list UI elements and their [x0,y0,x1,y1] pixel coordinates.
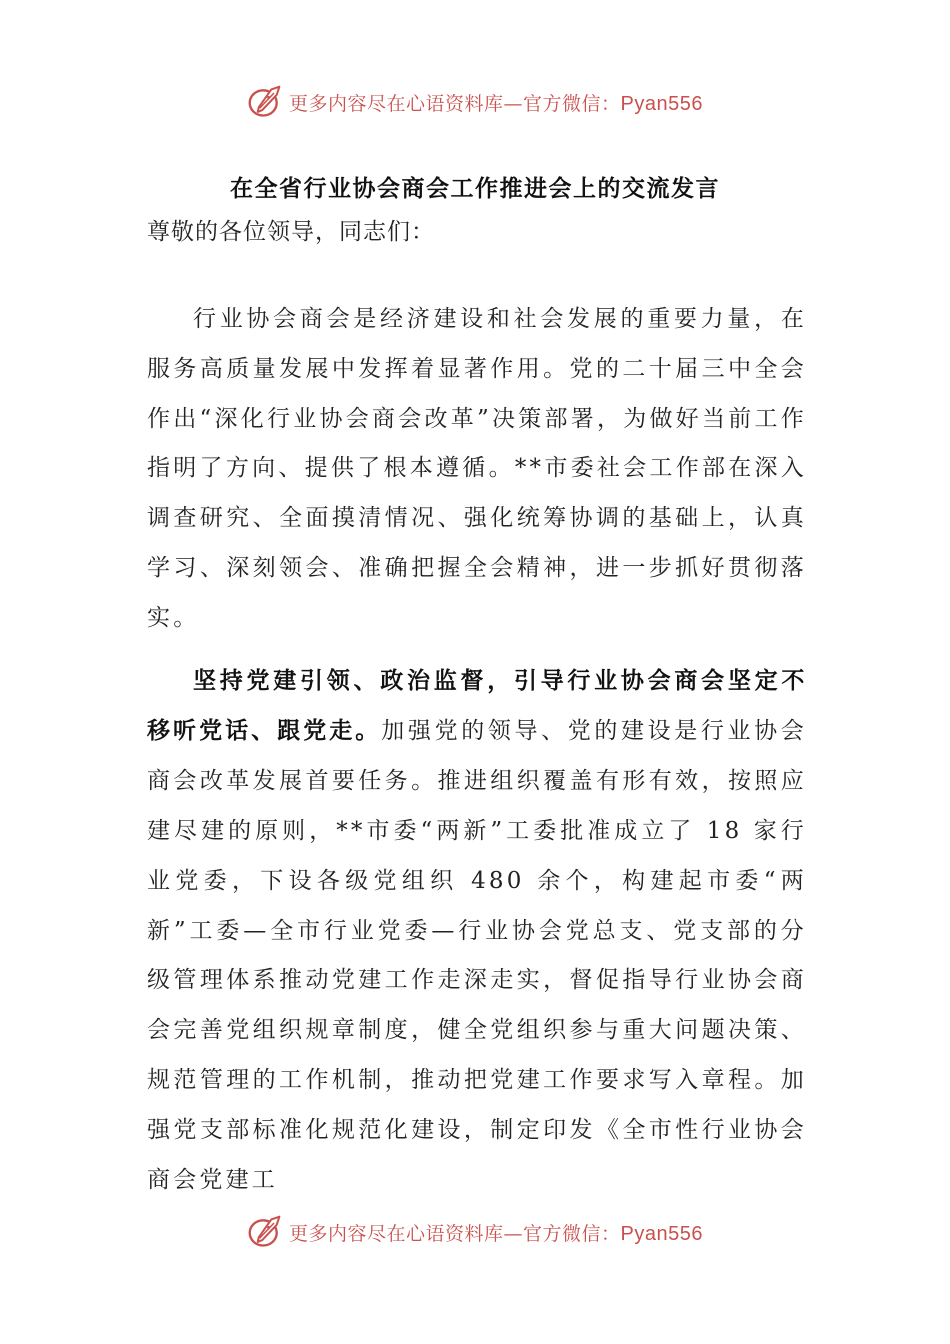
document-title: 在全省行业协会商会工作推进会上的交流发言 [230,175,720,202]
pen-nib-circle-icon [247,84,283,120]
header-watermark [0,80,950,124]
footer-watermark [0,1210,950,1254]
paragraph-intro: 行业协会商会是经济建设和社会发展的重要力量，在服务高质量发展中发挥着显著作用。党的二十届三中全会作出“深化行业协会商会改革”决策部署，为做好当前工作指明了方向、提供了根本遵循。**市委社会工作部在深入调查研究、全面摸清情况、强化统筹协调的基础上，认真学习、深刻领会、准确把握全会精神，进一步抓好贯彻落实。 [147,306,807,631]
watermark-text: 更多内容尽在心语资料库—官方微信：Pyan556 [289,1222,703,1245]
watermark-text: 更多内容尽在心语资料库—官方微信：Pyan556 [289,92,703,115]
document-body [147,207,807,1205]
paragraph-lead-sentence: 坚持党建引领、政治监督，引导行业协会商会坚定不移听党话、跟党走。 [147,666,807,745]
paragraph-body-text: 加强党的领导、党的建设是行业协会商会改革发展首要任务。推进组织覆盖有形有效，按照应建尽建的原则，**市委“两新”工委批准成立了 18 家行业党委，下设各级党组织 480 余个，构建起市委“两新”工委—全市行业党委—行业协会党总支、党支部的分级管理体系推动党建工作走深走实，督促指导行业协会商会完善党组织规章制度，健全党组织参与重大问题决策、规范管理的工作机制，推动把党建工作要求写入章程。加强党支部标准化规范化建设，制定印发《全市性行业协会商会党建工 [147,718,807,1193]
salutation: 尊敬的各位领导，同志们： [147,219,435,245]
pen-nib-circle-icon [247,1214,283,1250]
paragraph-party-building [147,656,807,1206]
